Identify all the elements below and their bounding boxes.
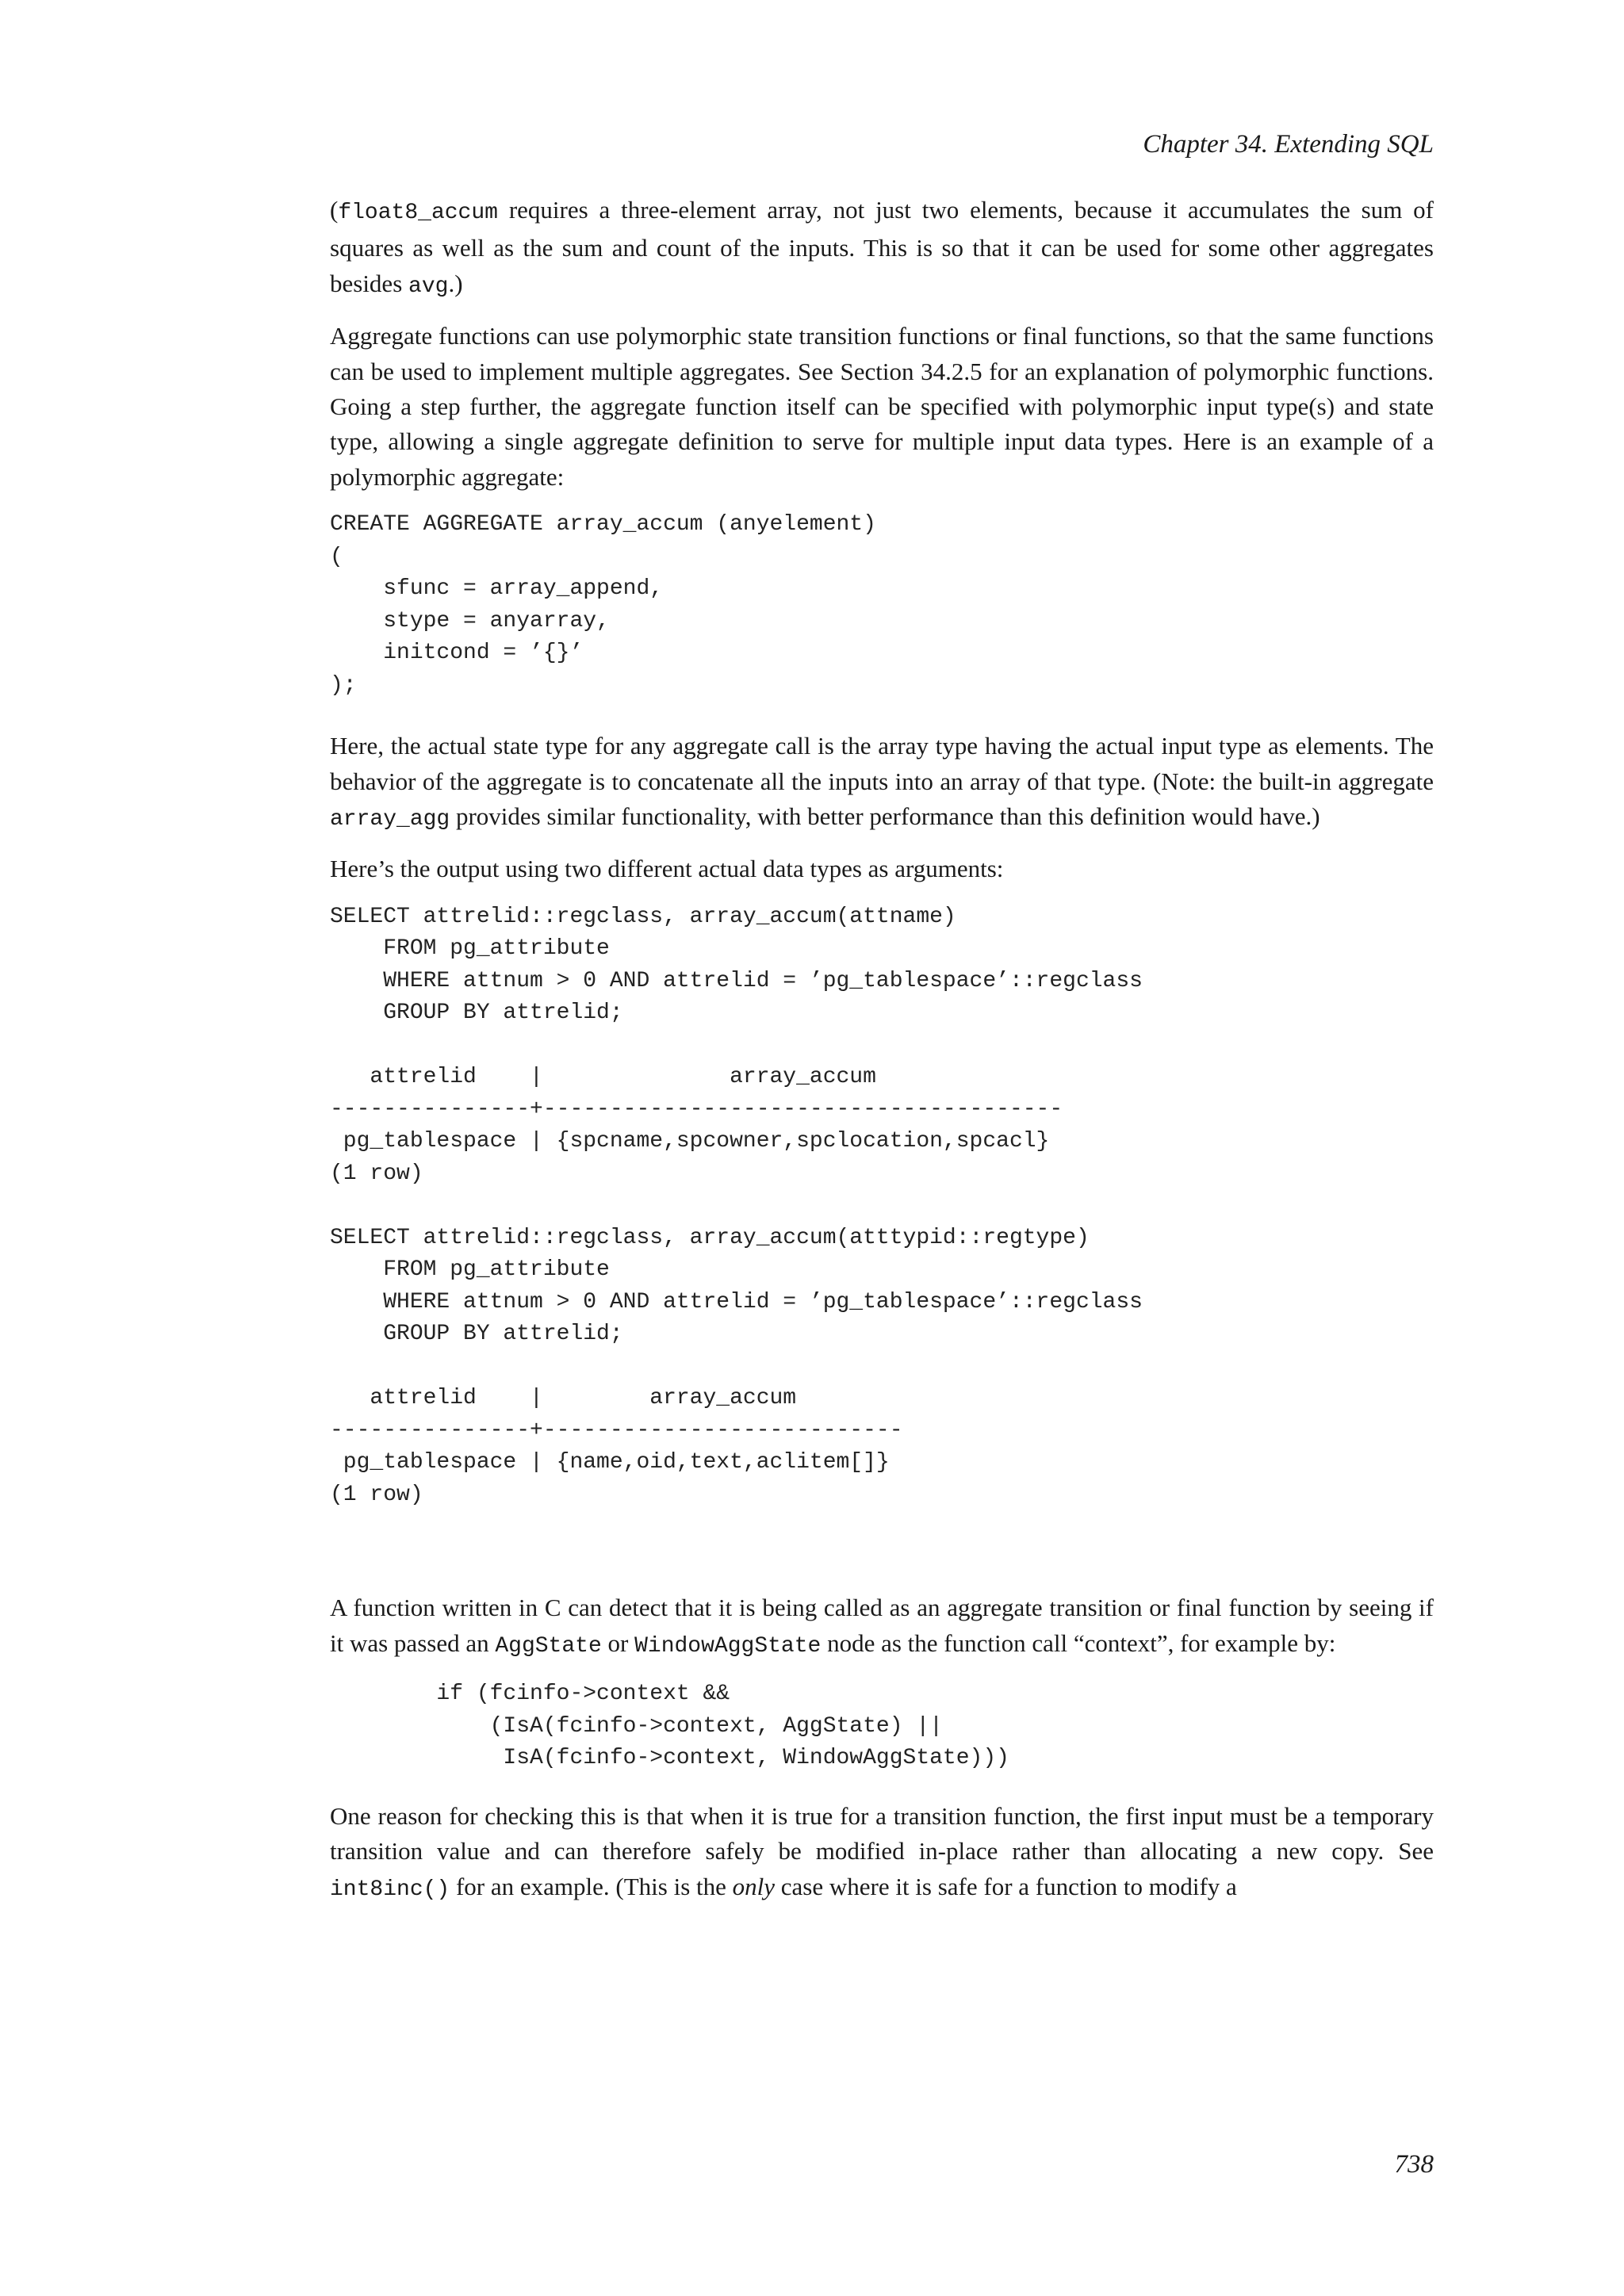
code-block-create-aggregate: CREATE AGGREGATE array_accum (anyelement) ( sfunc = array_append, stype = anyarray, initcond = ’{}’ ); bbox=[330, 512, 876, 698]
page-number: 738 bbox=[1394, 2150, 1434, 2179]
paragraph-output-intro: Here’s the output using two different actual data types as arguments: bbox=[330, 855, 1004, 883]
page-body bbox=[330, 193, 1434, 1908]
inline-code: int8inc() bbox=[330, 1877, 450, 1902]
paragraph-c-function-detect: A function written in C can detect that it is being called as an aggregate transition or final function by seeing if it was passed an AggState or WindowAggState node as the function call “context”, for example by: bbox=[330, 1594, 1434, 1659]
inline-code: array_agg bbox=[330, 807, 450, 832]
paragraph-float8-accum-note: (float8_accum requires a three-element array, not just two elements, because it accumulates the sum of squares as well as the sum and count of the inputs. This is so that it can be used for some other aggregates besides avg.) bbox=[330, 196, 1434, 299]
emphasis-text: only bbox=[732, 1872, 776, 1900]
code-block-query-output: SELECT attrelid::regclass, array_accum(attname) FROM pg_attribute WHERE attnum > 0 AND attrelid = ’pg_tablespace’::regclass GROUP BY attrelid; attrelid | array_accum ---------------+--------------------------------------- pg_tablespace | {spcname,spcowner,spclocation,spcacl} (1 row) SELECT attrelid::regclass, array_accum(atttypid::regtype) FROM pg_attribute WHERE attnum > 0 AND attrelid = ’pg_tablespace’::regclass GROUP BY attrelid; attrelid | array_accum ---------------+--------------------------- pg_tablespace | {name,oid,text,aclitem[]} (1 row) bbox=[330, 904, 1143, 1507]
chapter-header: Chapter 34. Extending SQL bbox=[1143, 130, 1434, 159]
inline-code: AggState bbox=[495, 1633, 602, 1659]
code-block-c-check: if (fcinfo->context && (IsA(fcinfo->context, AggState) || IsA(fcinfo->context, WindowAggState))) bbox=[436, 1682, 1009, 1771]
paragraph-transition-value: One reason for checking this is that when it is true for a transition function, the first input must be a temporary transition value and can therefore safely be modified in-place rather than allocating a new copy. See int8inc() for an example. (This is the only case where it is safe for a function to modify a bbox=[330, 1801, 1434, 1902]
inline-code: float8_accum bbox=[338, 201, 498, 225]
inline-code: avg bbox=[408, 274, 449, 299]
paragraph-state-type: Here, the actual state type for any aggregate call is the array type having the actual input type as elements. The behavior of the aggregate is to concatenate all the inputs into an array of that type. (Note: the built-in aggregate array_agg provides similar functionality, with better performance than this definition would have.) bbox=[330, 732, 1434, 832]
inline-code: WindowAggState bbox=[634, 1633, 822, 1659]
paragraph-polymorphic-aggregates: Aggregate functions can use polymorphic state transition functions or final functions, so that the same functions can be used to implement multiple aggregates. See Section 34.2.5 for an explanation of polymorphic functions. Going a step further, the aggregate function itself can be specified with polymorphic input type(s) and state type, allowing a single aggregate definition to serve for multiple input data types. Here is an example of a polymorphic aggregate: bbox=[330, 322, 1434, 491]
